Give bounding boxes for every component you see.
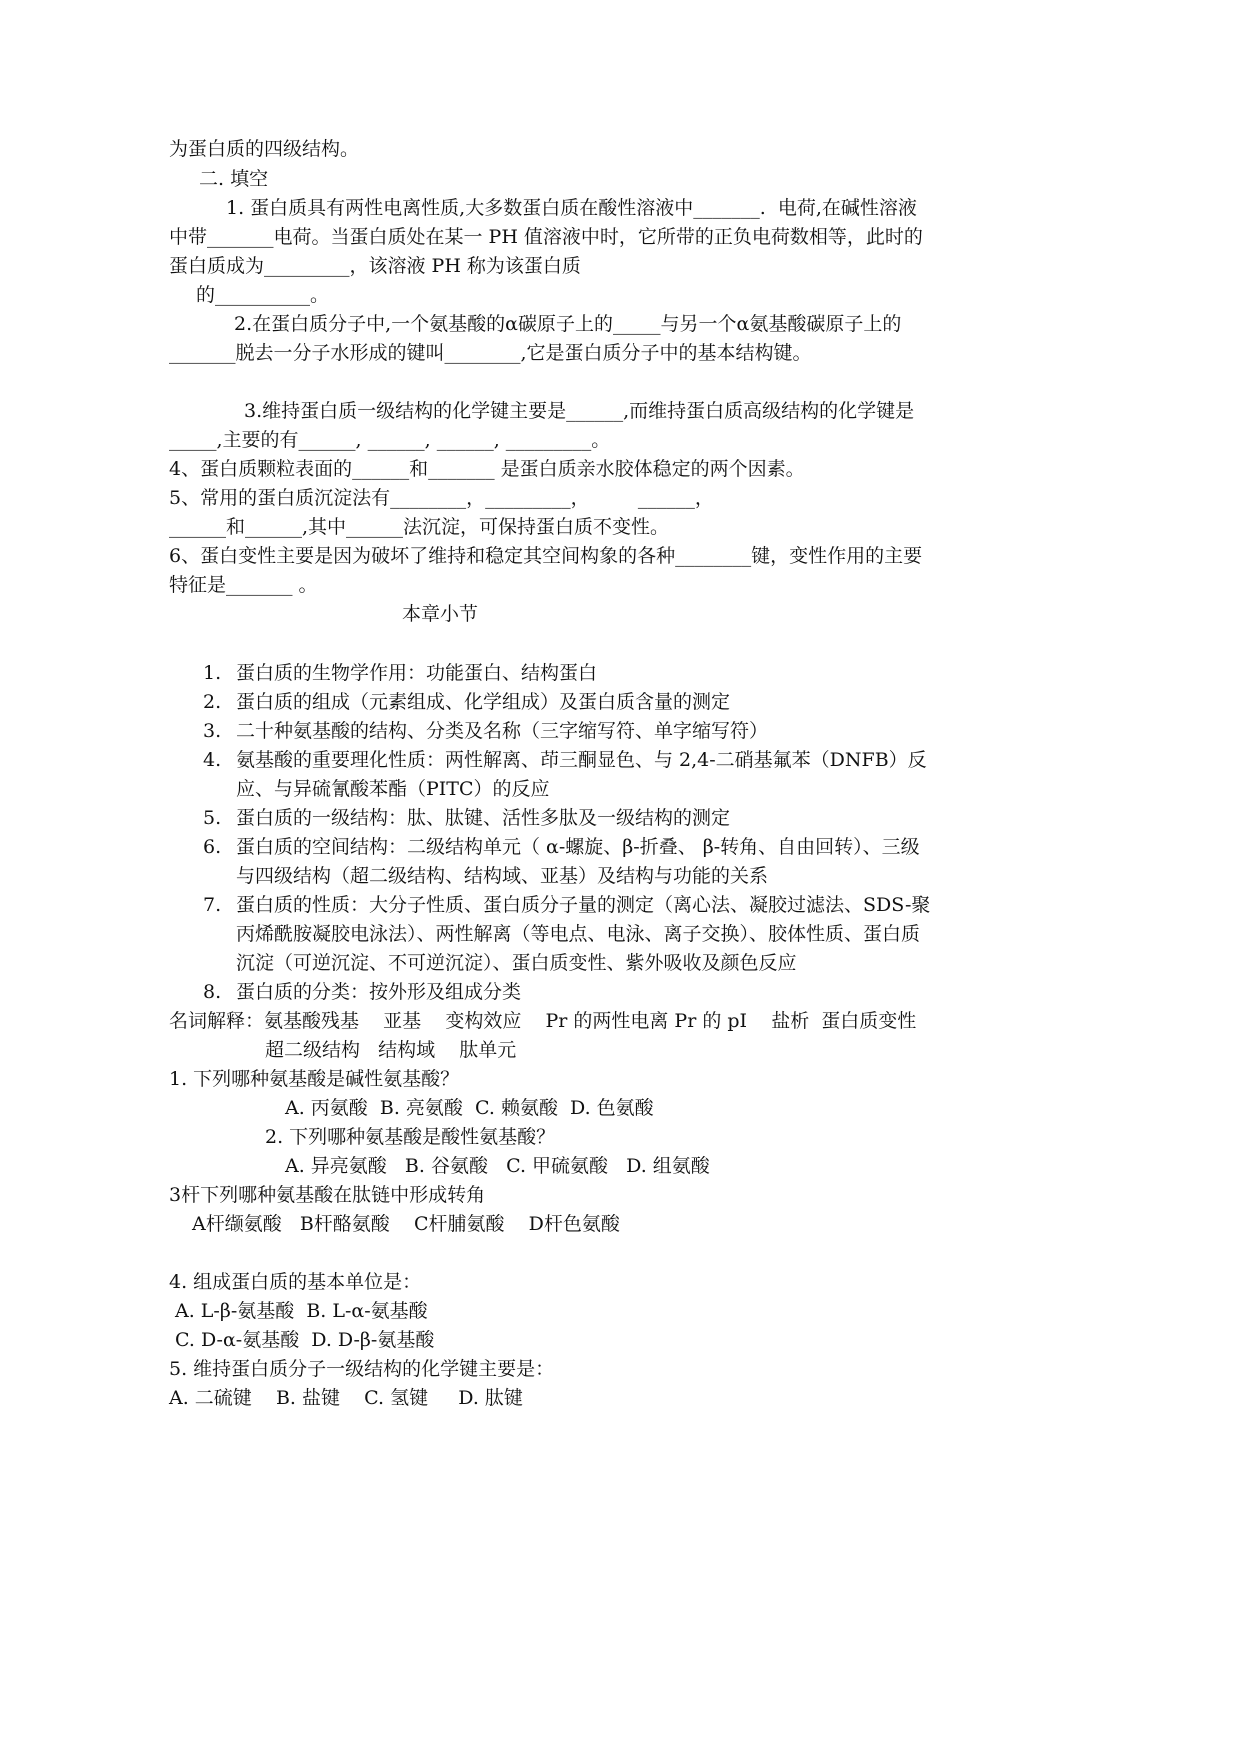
q3-line1: 3.维持蛋白质一级结构的化学键主要是______,而维持蛋白质高级结构的化学键是 bbox=[244, 400, 915, 422]
q3-line2: _____,主要的有______, ______, ______, _________。 bbox=[169, 429, 611, 451]
mcq5-options: A. 二硫键 B. 盐键 C. 氢键 D. 肽键 bbox=[169, 1387, 523, 1409]
mcq5-stem: 5. 维持蛋白质分子一级结构的化学键主要是： bbox=[169, 1358, 555, 1380]
summary-item-num: 6. bbox=[203, 836, 222, 858]
continuation-line: 为蛋白质的四级结构。 bbox=[169, 138, 360, 160]
q4-line: 4、蛋白质颗粒表面的______和_______ 是蛋白质亲水胶体稳定的两个因素。 bbox=[169, 458, 805, 480]
fill-blank-heading: 二. 填空 bbox=[199, 168, 269, 190]
mcq2-options: A. 异亮氨酸 B. 谷氨酸 C. 甲硫氨酸 D. 组氨酸 bbox=[285, 1155, 710, 1177]
summary-item-num: 2. bbox=[203, 691, 222, 713]
q6-line1: 6、蛋白变性主要是因为破坏了维持和稳定其空间构象的各种________键，变性作用的主要 bbox=[169, 545, 923, 567]
summary-item-text: 蛋白质的性质：大分子性质、蛋白质分子量的测定（离心法、凝胶过滤法、SDS-聚 bbox=[236, 894, 931, 916]
summary-title: 本章小节 bbox=[402, 603, 479, 625]
summary-item-num: 5. bbox=[203, 807, 222, 829]
summary-item-num: 1. bbox=[203, 662, 222, 684]
summary-item-text: 蛋白质的组成（元素组成、化学组成）及蛋白质含量的测定 bbox=[236, 691, 731, 713]
mcq4-stem: 4. 组成蛋白质的基本单位是： bbox=[169, 1271, 422, 1293]
mcq4-options-line1: A. L-β-氨基酸 B. L-α-氨基酸 bbox=[175, 1300, 428, 1322]
q1-line2: 中带_______电荷。当蛋白质处在某一 PH 值溶液中时，它所带的正负电荷数相等，此时的 bbox=[169, 226, 923, 248]
mcq2-stem: 2. 下列哪种氨基酸是酸性氨基酸？ bbox=[265, 1126, 556, 1148]
mcq1-options: A. 丙氨酸 B. 亮氨酸 C. 赖氨酸 D. 色氨酸 bbox=[285, 1097, 654, 1119]
summary-item-text: 应、与异硫氰酸苯酯（PITC）的反应 bbox=[236, 778, 550, 800]
summary-item-num: 3. bbox=[203, 720, 222, 742]
summary-item-text: 蛋白质的空间结构：二级结构单元（ α-螺旋、β-折叠、 β-转角、自由回转）、三级 bbox=[236, 836, 920, 858]
summary-item-text: 二十种氨基酸的结构、分类及名称（三字缩写符、单字缩写符） bbox=[236, 720, 769, 742]
terms-line1: 名词解释：氨基酸残基 亚基 变构效应 Pr 的两性电离 Pr 的 pI 盐析 蛋白质变性 bbox=[169, 1010, 917, 1032]
summary-item-num: 8. bbox=[203, 981, 222, 1003]
q5-line2: ______和______,其中______法沉淀，可保持蛋白质不变性。 bbox=[169, 516, 670, 538]
summary-item-text: 蛋白质的生物学作用：功能蛋白、结构蛋白 bbox=[236, 662, 598, 684]
mcq1-stem: 1. 下列哪种氨基酸是碱性氨基酸？ bbox=[169, 1068, 460, 1090]
q5-line1: 5、常用的蛋白质沉淀法有________，_________， ______， bbox=[169, 487, 714, 509]
mcq3-stem: 3杆下列哪种氨基酸在肽链中形成转角 bbox=[169, 1184, 486, 1206]
summary-item-text: 沉淀（可逆沉淀、不可逆沉淀）、蛋白质变性、紫外吸收及颜色反应 bbox=[236, 952, 797, 974]
summary-item-num: 4. bbox=[203, 749, 222, 771]
terms-line2: 超二级结构 结构域 肽单元 bbox=[265, 1039, 517, 1061]
q2-line1: 2.在蛋白质分子中,一个氨基酸的α碳原子上的_____与另一个α氨基酸碳原子上的 bbox=[234, 313, 902, 335]
q1-line4: 的__________。 bbox=[196, 284, 330, 306]
mcq4-options-line2: C. D-α-氨基酸 D. D-β-氨基酸 bbox=[175, 1329, 435, 1351]
summary-item-text: 丙烯酰胺凝胶电泳法）、两性解离（等电点、电泳、离子交换）、胶体性质、蛋白质 bbox=[236, 923, 921, 945]
summary-item-num: 7. bbox=[203, 894, 222, 916]
summary-item-text: 蛋白质的分类：按外形及组成分类 bbox=[236, 981, 522, 1003]
q1-line1: 1. 蛋白质具有两性电离性质,大多数蛋白质在酸性溶液中_______. 电荷,在碱性溶液 bbox=[226, 197, 917, 219]
summary-item-text: 氨基酸的重要理化性质：两性解离、茚三酮显色、与 2,4-二硝基氟苯（DNFB）反 bbox=[236, 749, 927, 771]
q2-line2: _______脱去一分子水形成的键叫________,它是蛋白质分子中的基本结构键。 bbox=[169, 342, 812, 364]
q1-line3: 蛋白质成为_________，该溶液 PH 称为该蛋白质 bbox=[169, 255, 581, 277]
q6-line2: 特征是_______ 。 bbox=[169, 574, 318, 596]
summary-item-text: 与四级结构（超二级结构、结构域、亚基）及结构与功能的关系 bbox=[236, 865, 769, 887]
summary-item-text: 蛋白质的一级结构：肽、肽键、活性多肽及一级结构的测定 bbox=[236, 807, 731, 829]
mcq3-options: A杆缬氨酸 B杆酪氨酸 C杆脯氨酸 D杆色氨酸 bbox=[192, 1213, 620, 1235]
